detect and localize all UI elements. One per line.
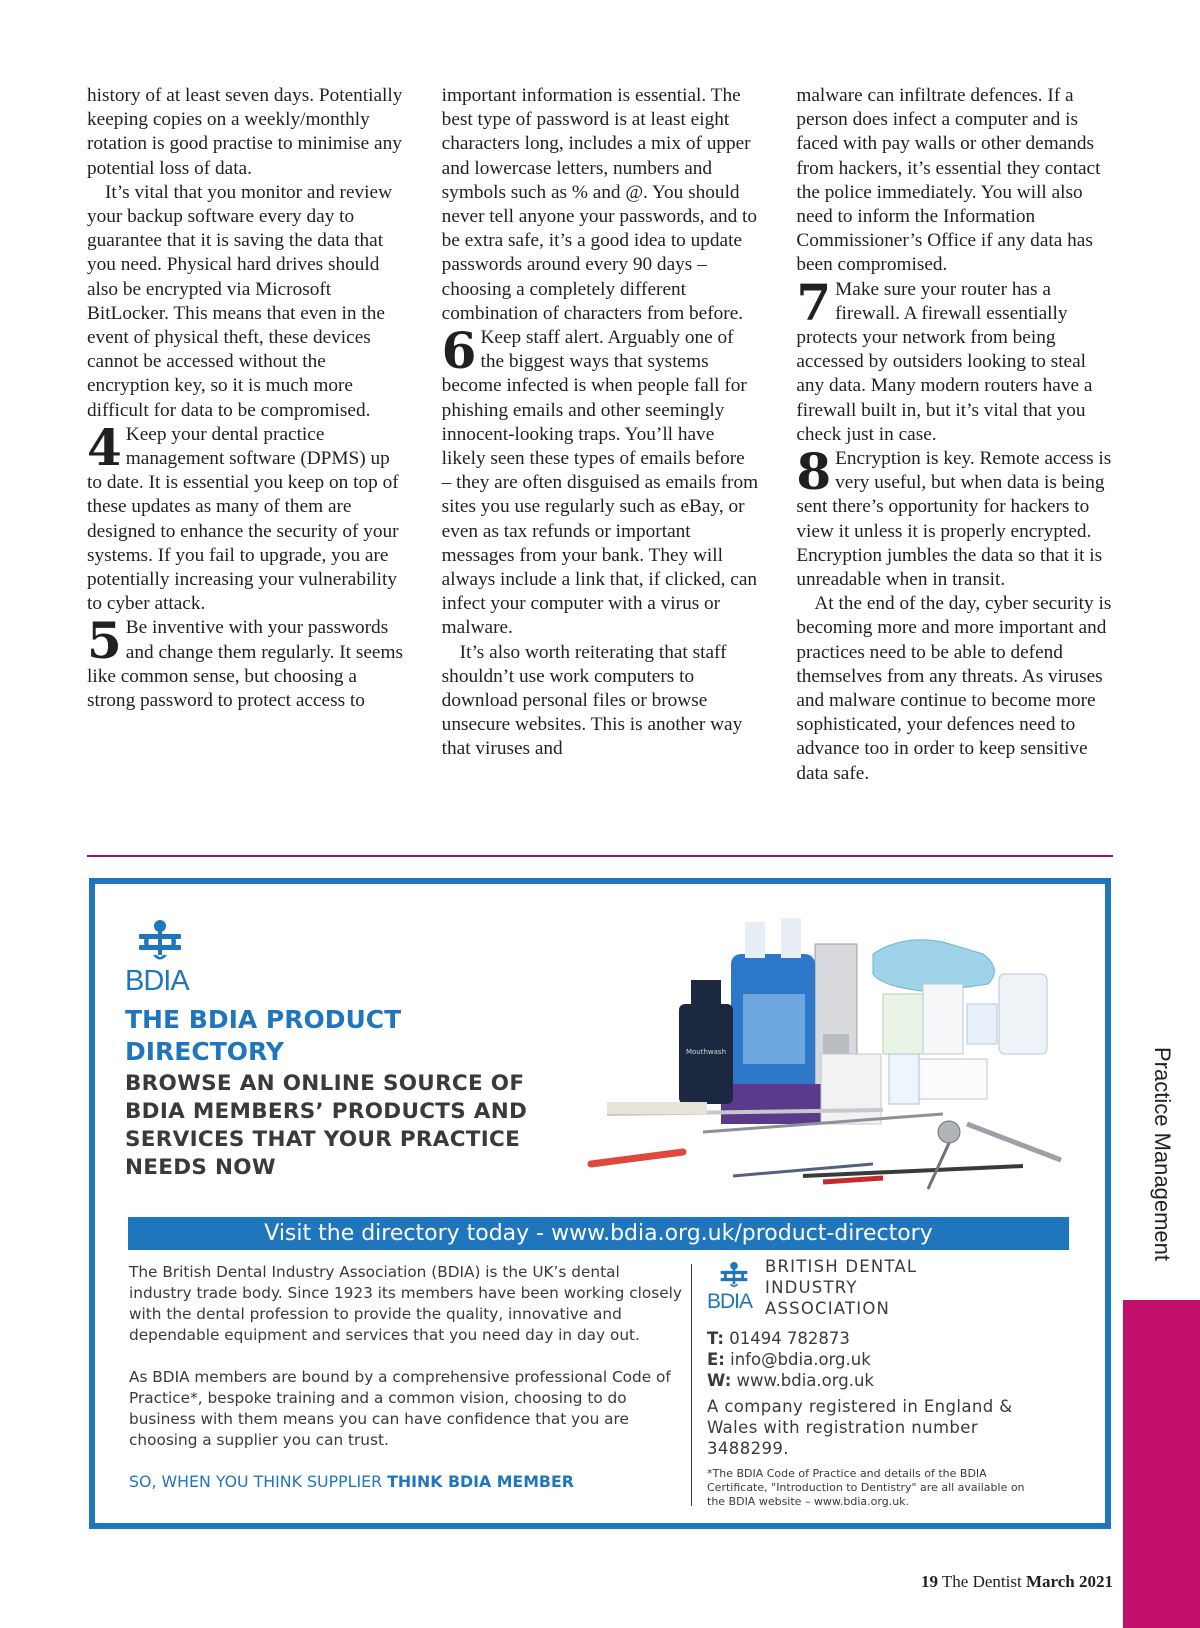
email-address[interactable]: info@bdia.org.uk: [730, 1350, 871, 1369]
dental-products-image: [583, 914, 1075, 1204]
advert-title: THE BDIA PRODUCT DIRECTORY: [125, 1005, 402, 1066]
tip-number: 8: [796, 442, 832, 502]
bdia-advert: [89, 878, 1111, 1529]
tip-text: Encryption is key. Remote access is very useful, but when data is being sent there’s opportunity for hackers to view it unless it is properly encrypted. Encryption jumbles the data so that it is unreadable when in transit.: [796, 448, 1112, 591]
bdia-wordmark: BDIA: [125, 965, 189, 997]
article-column-1: [87, 84, 404, 786]
directory-link-banner[interactable]: Visit the directory today - www.bdia.org.uk/product-directory: [128, 1217, 1069, 1250]
mouthwash-label: Mouthwash: [685, 1048, 727, 1056]
bdia-about: [129, 1262, 685, 1451]
advert-tagline: [129, 1472, 574, 1491]
advert-subtitle: BROWSE AN ONLINE SOURCE OF BDIA MEMBERS’ PRODUCTS AND SERVICES THAT YOUR PRACTICE NEEDS NOW: [125, 1071, 528, 1180]
email-line: [707, 1349, 1027, 1370]
tip-7: [796, 272, 1113, 447]
tip-number: 4: [87, 417, 122, 477]
paragraph: At the end of the day, cyber security is becoming more and more important and practices need to be able to defend themselves from any threats. As viruses and malware continue to become more sophisticated, your defences need to advance too in order to keep sensitive data safe.: [796, 593, 1112, 784]
page-number: 19: [920, 1572, 938, 1591]
article-column-2: [442, 84, 759, 786]
paragraph: malware can infiltrate defences. If a person does infect a computer and is faced with pay walls or other demands from hackers, it’s essential they contact the police immediately. You will also need to inform the Information Commissioner’s Office if any data has been compromised.: [796, 85, 1101, 276]
publication-name: The Dentist: [941, 1572, 1022, 1591]
org-name-line: BRITISH DENTAL: [765, 1257, 918, 1276]
paragraph: important information is essential. The best type of password is at least eight characters long, includes a mix of upper and lowercase letters, numbers and symbols such as % and @. You should never tell anyone your passwords, and to be extra safe, it’s a good idea to update passwords around every 90 days – choosing a completely different combination of characters from before.: [441, 85, 758, 324]
page-folio: [921, 1572, 1113, 1592]
web-line: [707, 1370, 1027, 1391]
bdia-emblem-icon: [719, 1262, 749, 1290]
tip-8: [796, 442, 1113, 592]
section-tab: [1123, 1300, 1200, 1628]
tip-number: 5: [87, 611, 122, 671]
about-paragraph: The British Dental Industry Association (BDIA) is the UK’s dental industry trade body. Since 1923 its members have been working closely with the dental profession to provide the quality, innovative and dependable equipment and services that you need day in day out.: [129, 1263, 682, 1344]
code-of-practice-footnote: *The BDIA Code of Practice and details of the BDIA Certificate, "Introduction to Dentistry" are all available on the BDIA website – www.bdia.org.uk.: [707, 1467, 1025, 1508]
website-link[interactable]: www.bdia.org.uk: [736, 1371, 874, 1390]
phone-line: [707, 1328, 1027, 1349]
contact-details: [707, 1328, 1027, 1391]
issue-date: March 2021: [1025, 1572, 1113, 1591]
phone-number[interactable]: 01494 782873: [729, 1329, 850, 1348]
web-label: W:: [707, 1371, 732, 1390]
org-name-line: INDUSTRY: [765, 1278, 858, 1297]
paragraph: It’s vital that you monitor and review your backup software every day to guarantee that it is saving the data that you need. Physical hard drives should also be encrypted via Microsoft BitLocker. This means that even in the event of physical theft, these devices cannot be accessed without the encryption key, so it is much more difficult for data to be compromised.: [87, 181, 393, 421]
bdia-contact-block: [707, 1256, 1027, 1509]
bdia-logo: [125, 920, 205, 996]
tip-5: [87, 611, 404, 713]
article-column-3: [796, 84, 1113, 786]
tip-text: Keep staff alert. Arguably one of the biggest ways that systems become infected is when people fall for phishing emails and other seemingly innocent-looking traps. You’ll have likely seen these types of emails before – they are often disguised as emails from sites you use regularly such as eBay, or even as tax refunds or important messages from your bank. They will always include a link that, if clicked, can infect your computer with a virus or malware.: [441, 327, 759, 639]
registration-text: A company registered in England & Wales with registration number 3488299.: [707, 1397, 1013, 1458]
tip-4: [87, 417, 404, 617]
tip-text: Keep your dental practice management software (DPMS) up to date. It is essential you keep on top of these updates as many of them are designed to enhance the security of your systems. If you fail to upgrade, you are potentially increasing your vulnerability to cyber attack.: [87, 423, 399, 615]
bdia-emblem-icon: [137, 920, 183, 964]
contact-header: [707, 1256, 1027, 1320]
org-name: [765, 1256, 917, 1319]
org-name-line: ASSOCIATION: [765, 1299, 891, 1318]
section-label-text: Practice Management: [1150, 1047, 1175, 1261]
article-body: [87, 84, 1113, 786]
tagline-lead: SO, WHEN YOU THINK SUPPLIER: [129, 1472, 383, 1491]
tip-text: Make sure your router has a firewall. A firewall essentially protects your network from being accessed by outsiders looking to steal any data. Many modern routers have a firewall built in, but it’s vital that you check just in case.: [796, 278, 1093, 445]
phone-label: T:: [707, 1329, 724, 1348]
tip-6: [441, 321, 759, 641]
paragraph: It’s also worth reiterating that staff shouldn’t use work computers to download personal files or browse unsecure websites. This is another way that viruses and: [441, 641, 743, 760]
section-label: [1146, 1047, 1178, 1290]
email-label: E:: [707, 1350, 725, 1369]
about-paragraph: As BDIA members are bound by a comprehensive professional Code of Practice*, bespoke training and a common vision, choosing to do business with them means you can have confidence that you are choosing a supplier you can trust.: [129, 1368, 671, 1449]
tip-number: 7: [796, 272, 832, 332]
paragraph: history of at least seven days. Potentially keeping copies on a weekly/monthly rotation is good practise to minimise any potential loss of data.: [87, 85, 403, 179]
column-divider: [691, 1264, 692, 1506]
tip-number: 6: [441, 321, 477, 381]
section-divider: [87, 855, 1113, 857]
tagline-emphasis: THINK BDIA MEMBER: [387, 1472, 574, 1491]
bdia-wordmark: BDIA: [707, 1290, 753, 1313]
tip-text: Be inventive with your passwords and change them regularly. It seems like common sense, but choosing a strong password to protect access to: [87, 617, 403, 712]
